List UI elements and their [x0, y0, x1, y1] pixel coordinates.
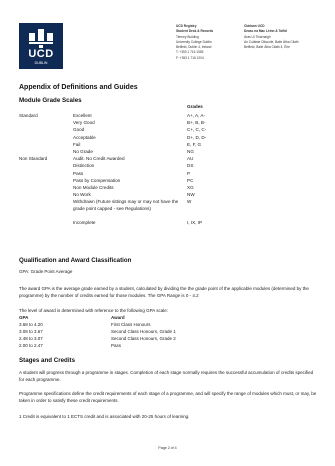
grade-row [19, 155, 319, 162]
grade-label: Very Good [73, 120, 95, 126]
grade-row [19, 184, 319, 191]
gpa-range: 3.68 to 4.20 [19, 322, 43, 327]
stages-heading: Stages and Credits [19, 357, 76, 364]
gpa-range: 3.08 to 3.67 [19, 329, 43, 334]
stages-paragraph-3: 1 Credit is equivalent to 1 ECTS credit and is associated with 20-25 hours of learning. [19, 414, 190, 419]
stages-paragraph-2: Programme specifications define the credit requirements of each stage of a programme, and will specify the range of modules which must, or may, be taken in order to satisfy these credit requirements. [19, 391, 317, 403]
registry-address-english [176, 24, 213, 61]
gpa-row [19, 328, 319, 335]
grade-label: Excellent [73, 113, 92, 118]
gpa-table-header [19, 314, 319, 321]
logo-text: UCD [28, 48, 54, 60]
gpa-row [19, 342, 319, 349]
address-line: An Coláiste Ollscoile, Baile Átha Cliath [244, 39, 299, 44]
grade-row [19, 191, 319, 198]
grade-label: Acceptable [73, 134, 96, 140]
grade-row [19, 219, 319, 226]
gpa-label: GPA: Grade Point Average [19, 269, 73, 274]
module-grade-scales-heading: Module Grade Scales [19, 97, 82, 104]
address-line: Belfield, Baile Átha Cliath 4, Éire [244, 45, 290, 50]
grade-codes: B+, B, B- [187, 120, 206, 126]
grade-label: Fail [73, 141, 81, 147]
award-name: First Class Honours [111, 322, 151, 327]
grade-codes: D+, D, D- [187, 134, 207, 140]
award-name: Pass [111, 343, 122, 348]
grades-column-header: Grades [187, 104, 203, 109]
grade-row [19, 126, 319, 133]
gpa-range: 2.48 to 3.07 [19, 336, 43, 341]
grade-category: Standard [19, 113, 38, 118]
qualification-heading: Qualification and Award Classification [19, 257, 132, 264]
ucd-logo [19, 23, 63, 69]
grade-row [19, 148, 319, 155]
gpa-row [19, 321, 319, 328]
address-line: University College Dublin [176, 39, 212, 44]
grade-label: Withdrawn (Future sittings may or may not have the grade point capped - see Regulations) [73, 199, 179, 212]
grade-label: No Grade [73, 148, 93, 154]
address-line: Deasc na Mac Léinn & Taifid [244, 29, 287, 34]
grade-label: Incomplete [73, 220, 96, 226]
grade-codes: I, IX, IP [187, 220, 203, 226]
award-name: Second Class Honours, Grade 2 [111, 336, 176, 341]
stages-paragraph-1: A student will progress through a programme in stages. Completion of each stage normally requires the successful accumulation of credits specified for each programme. [19, 370, 314, 382]
award-name: Second Class Honours, Grade 1 [111, 329, 176, 334]
page-number: Page 2 of 4 [158, 446, 177, 450]
gpa-row [19, 335, 319, 342]
grade-label: Pass by Compensation [73, 177, 121, 183]
grade-row [19, 112, 319, 119]
grade-row [19, 141, 319, 148]
grade-codes: NG [187, 148, 194, 154]
grade-label: Non Module Credits [73, 184, 114, 190]
grade-row [19, 134, 319, 141]
grade-label: Audit. No Credit Awarded [73, 156, 125, 162]
grade-row [19, 119, 319, 126]
address-line: Belfield, Dublin 4, Ireland [176, 45, 212, 50]
gpa-column-header: GPA [19, 315, 29, 320]
crest-icon [27, 27, 55, 49]
registry-address-irish [244, 24, 299, 50]
grade-codes: C+, C, C- [187, 127, 207, 133]
gpa-rows [19, 321, 319, 349]
address-line: UCD Registry [176, 24, 197, 28]
grade-label: Distinction [73, 163, 95, 169]
gpa-range: 2.00 to 2.47 [19, 343, 43, 348]
grade-codes: W [187, 199, 192, 205]
grade-codes: E, F, G [187, 141, 202, 147]
gpa-description: The award GPA is the average grade earned by a student, calculated by dividing the the grade point of the applicable modules (determined by the programme) by the number of credits earned for those modules. The GPA Range is 0 - 4.2 [19, 286, 309, 298]
grade-codes: PC [187, 177, 194, 183]
address-line: T: +353 1 716 1555 [176, 50, 204, 55]
address-line: F: +353 1 716 1204 [176, 55, 204, 60]
grade-codes: A+, A, A- [187, 113, 206, 118]
grade-codes: AU [187, 156, 194, 162]
grade-label: Pass [73, 170, 84, 176]
award-column-header: Award [111, 315, 125, 320]
grade-codes: P [187, 170, 191, 176]
grade-codes: NW [187, 192, 195, 198]
grade-row [19, 198, 319, 219]
address-line: Student Desk & Records [176, 29, 214, 34]
appendix-title: Appendix of Definitions and Guides [19, 84, 138, 91]
grade-row [19, 170, 319, 177]
grade-category: Non Standard [19, 156, 48, 162]
grade-row [19, 162, 319, 169]
address-line: Áras Uí Thiarnaigh [244, 34, 271, 39]
gpa-scale-intro: The level of award is determined with reference to the following GPA scale: [19, 308, 168, 313]
logo-subtitle: DUBLIN [34, 61, 48, 65]
grade-row [19, 177, 319, 184]
grade-label: Good [73, 127, 85, 133]
grade-codes: DS [187, 163, 194, 169]
grade-scale-table [19, 112, 319, 226]
grade-codes: XG [187, 184, 194, 190]
gpa-table [19, 314, 319, 349]
address-line: Clárlann UCD [244, 24, 265, 28]
grade-label: No Work [73, 192, 91, 198]
address-line: Tierney Building [176, 34, 199, 39]
